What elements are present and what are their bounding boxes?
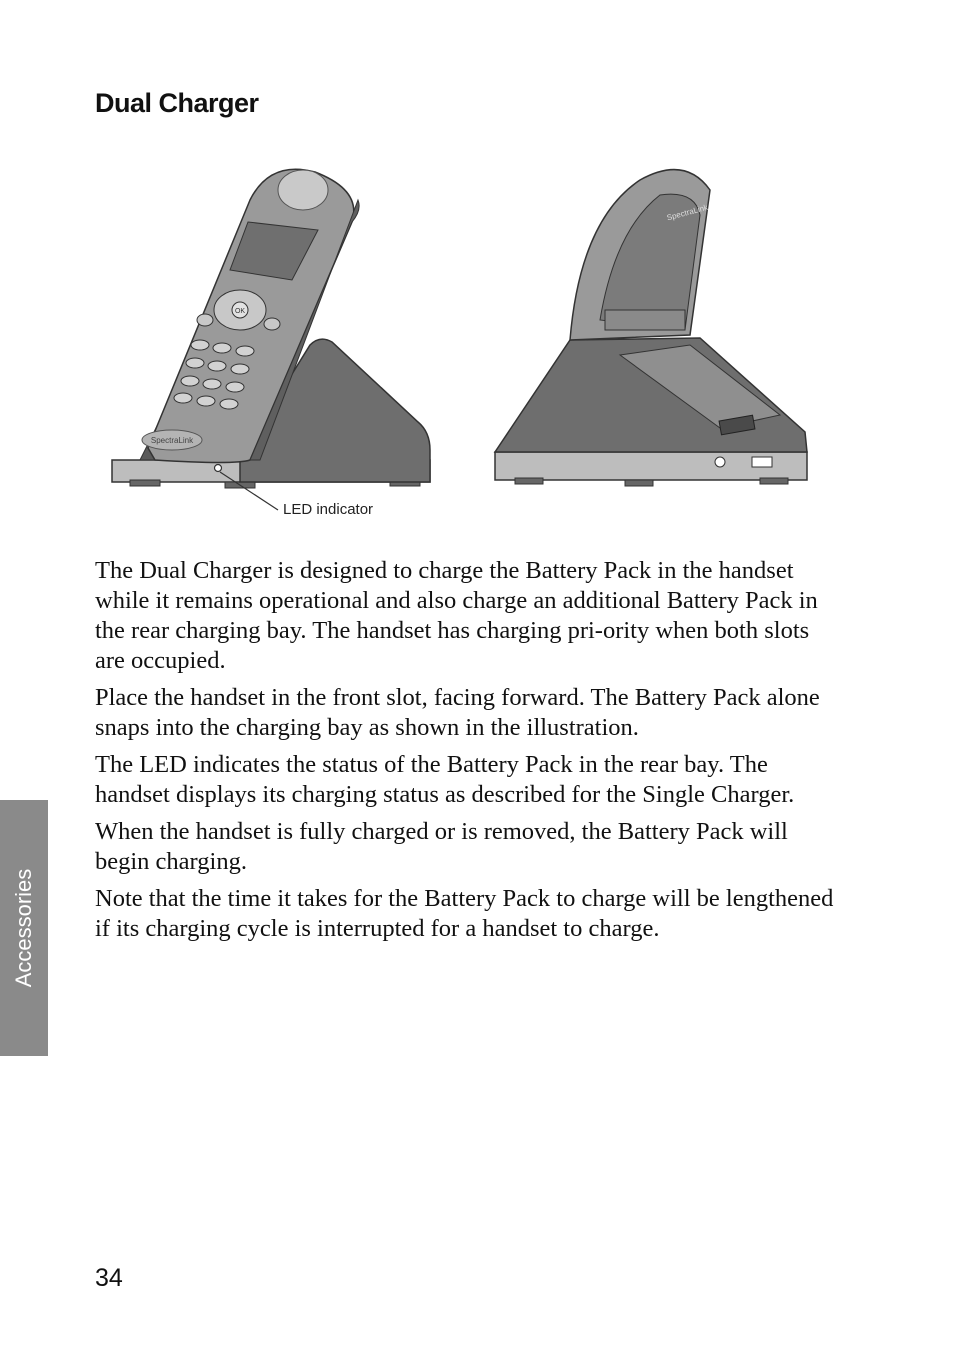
front-charger-view xyxy=(112,169,430,518)
charger-illustration-svg xyxy=(100,160,820,530)
paragraph-4: When the handset is fully charged or is removed, the Battery Pack will begin charging. xyxy=(95,818,788,875)
front-brand-logo: SpectraLink xyxy=(150,436,194,445)
page-number: 34 xyxy=(95,1264,123,1292)
led-indicator xyxy=(215,465,222,472)
led-callout-label: LED indicator xyxy=(283,501,374,518)
charger-illustration xyxy=(100,160,820,530)
section-heading: Dual Charger xyxy=(95,88,259,118)
paragraph-2: Place the handset in the front slot, facing forward. The Battery Pack alone snaps into the charging bay as shown in the illustration. xyxy=(95,684,820,741)
side-tab-accessories xyxy=(0,800,48,1056)
ok-key-label: OK xyxy=(234,308,246,315)
body-text xyxy=(95,556,835,951)
paragraph-3: The LED indicates the status of the Battery Pack in the rear bay. The handset displays its charging status as described for the Single Charger. xyxy=(95,751,795,808)
paragraph-1: The Dual Charger is designed to charge the Battery Pack in the handset while it remains operational and also charge an additional Battery Pack in the rear charging bay. The handset has charging pri-ority when both slots are occupied. xyxy=(95,557,818,674)
rear-brand-logo: SpectraLink xyxy=(665,202,709,223)
side-tab-label: Accessories xyxy=(11,868,36,988)
rear-charger-view xyxy=(495,170,807,486)
paragraph-5: Note that the time it takes for the Battery Pack to charge will be lengthened if its charging cycle is interrupted for a handset to charge. xyxy=(95,885,834,942)
